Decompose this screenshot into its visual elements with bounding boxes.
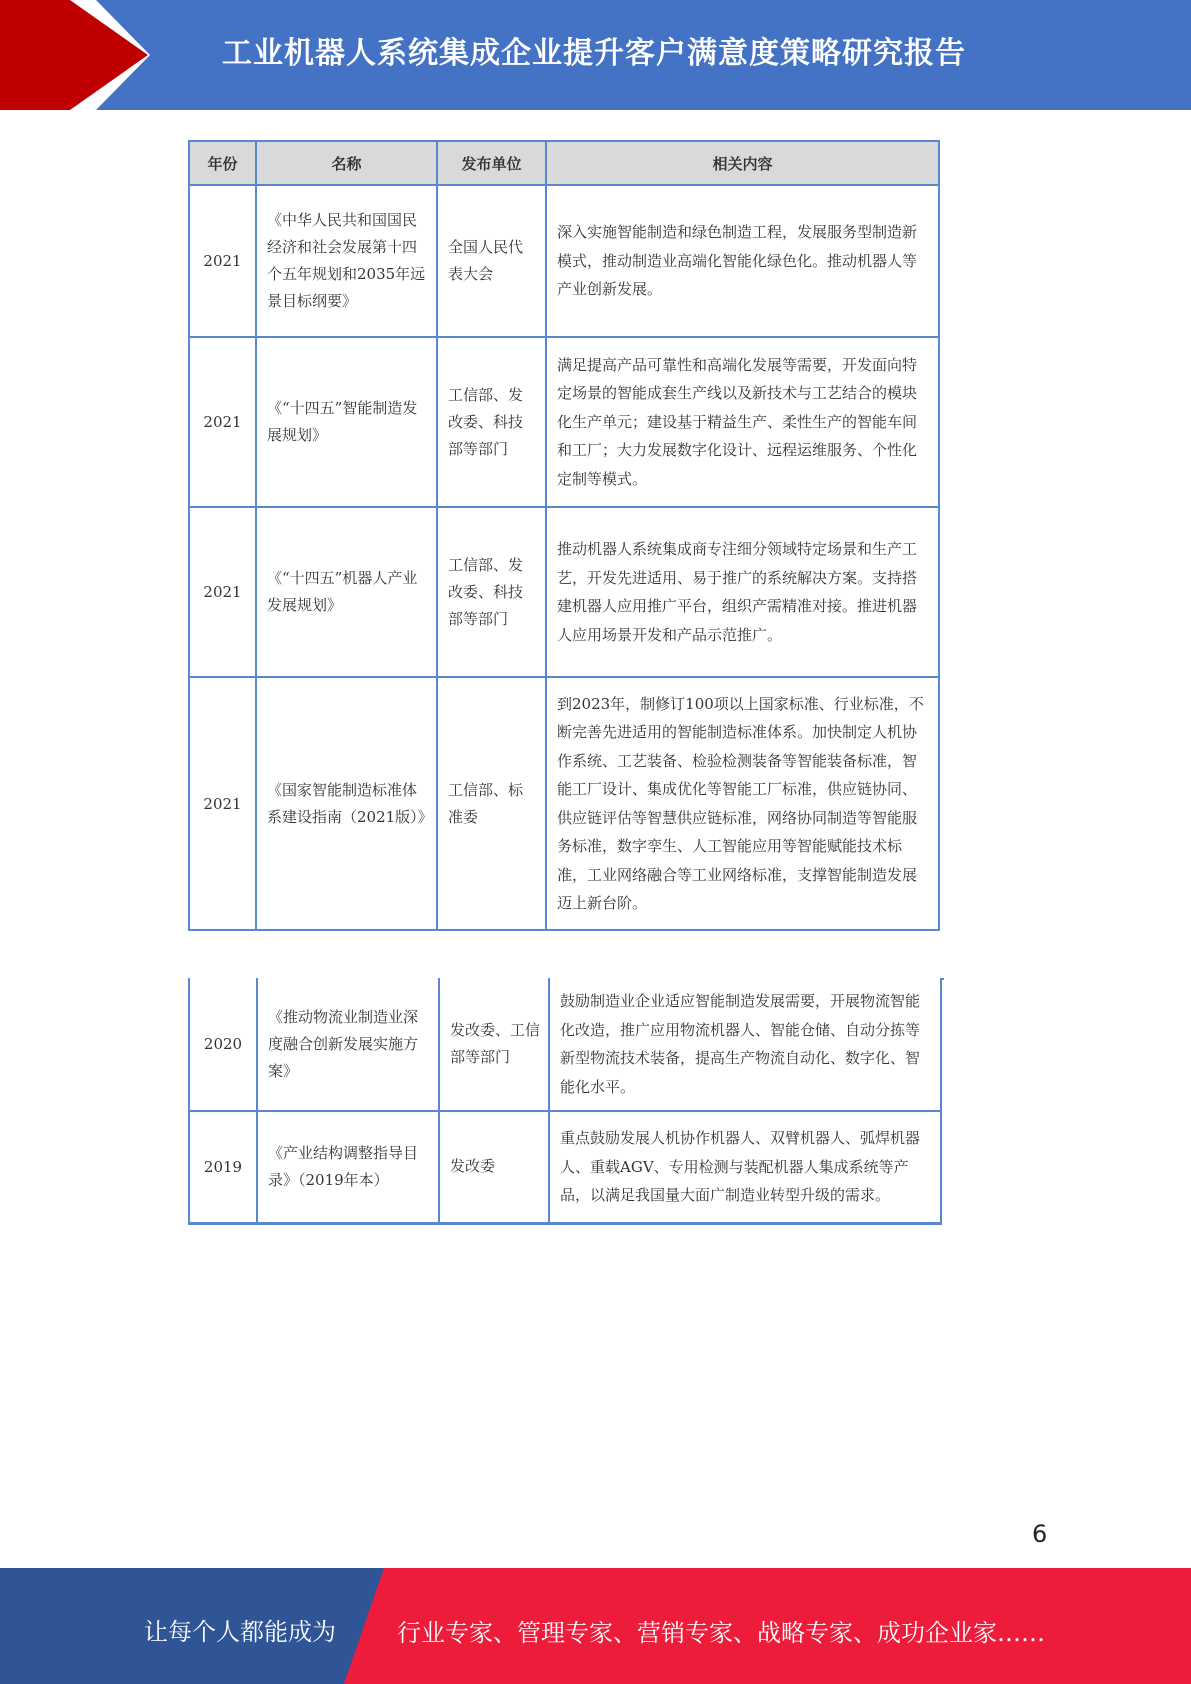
cell-content: 重点鼓励发展人机协作机器人、双臂机器人、弧焊机器人、重载AGV、专用检测与装配机器人集成系统等产品，以满足我国量大面广制造业转型升级的需求。 — [549, 1111, 941, 1223]
column-header-content: 相关内容 — [546, 141, 939, 185]
table-row — [189, 677, 939, 930]
report-title: 工业机器人系统集成企业提升客户满意度策略研究报告 — [222, 36, 966, 71]
cell-org: 全国人民代表大会 — [437, 185, 546, 337]
cell-name: 《“十四五”智能制造发展规划》 — [256, 337, 437, 507]
cell-org: 工信部、发改委、科技部等部门 — [437, 507, 546, 677]
cell-name: 《中华人民共和国国民经济和社会发展第十四个五年规划和2035年远景目标纲要》 — [256, 185, 437, 337]
table-row — [189, 1111, 941, 1223]
column-header-org: 发布单位 — [437, 141, 546, 185]
page-number: 6 — [1032, 1520, 1048, 1548]
cell-year: 2021 — [189, 507, 256, 677]
policy-table-continued — [188, 978, 942, 1225]
cell-name: 《产业结构调整指导目录》（2019年本） — [257, 1111, 439, 1223]
policy-table — [188, 140, 940, 931]
table-row — [189, 185, 939, 337]
page-footer — [0, 1568, 1191, 1684]
cell-year: 2021 — [189, 337, 256, 507]
cell-content: 深入实施智能制造和绿色制造工程，发展服务型制造新模式，推动制造业高端化智能化绿色化。推动机器人等产业创新发展。 — [546, 185, 939, 337]
cell-year: 2020 — [189, 978, 257, 1111]
cell-name: 《“十四五”机器人产业发展规划》 — [256, 507, 437, 677]
cell-year: 2021 — [189, 677, 256, 930]
table-row — [189, 978, 941, 1111]
cell-content: 鼓励制造业企业适应智能制造发展需要，开展物流智能化改造，推广应用物流机器人、智能仓储、自动分拣等新型物流技术装备，提高生产物流自动化、数字化、智能化水平。 — [549, 978, 941, 1111]
table-header-row — [189, 141, 939, 185]
table-row — [189, 507, 939, 677]
cell-name: 《国家智能制造标准体系建设指南（2021版）》 — [256, 677, 437, 930]
cell-content: 到2023年，制修订100项以上国家标准、行业标准，不断完善先进适用的智能制造标准体系。加快制定人机协作系统、工艺装备、检验检测装备等智能装备标准，智能工厂设计、集成优化等智能工厂标准，供应链协同、供应链评估等智慧供应链标准，网络协同制造等智能服务标准，数字孪生、人工智能应用等智能赋能技术标准，工业网络融合等工业网络标准，支撑智能制造发展迈上新台阶。 — [546, 677, 939, 930]
cell-content: 推动机器人系统集成商专注细分领域特定场景和生产工艺，开发先进适用、易于推广的系统解决方案。支持搭建机器人应用推广平台，组织产需精准对接。推进机器人应用场景开发和产品示范推广。 — [546, 507, 939, 677]
page-header — [0, 0, 1191, 110]
cell-org: 工信部、发改委、科技部等部门 — [437, 337, 546, 507]
cell-year: 2019 — [189, 1111, 257, 1223]
header-chevron-decoration — [0, 0, 160, 110]
cell-year: 2021 — [189, 185, 256, 337]
cell-org: 发改委、工信部等部门 — [439, 978, 549, 1111]
cell-name: 《推动物流业制造业深度融合创新发展实施方案》 — [257, 978, 439, 1111]
column-header-year: 年份 — [189, 141, 256, 185]
cell-org: 工信部、标准委 — [437, 677, 546, 930]
footer-slogan-right: 行业专家、管理专家、营销专家、战略专家、成功企业家…… — [397, 1619, 1045, 1647]
footer-slogan-left: 让每个人都能成为 — [144, 1618, 336, 1646]
table-row — [189, 337, 939, 507]
cell-content: 满足提高产品可靠性和高端化发展等需要，开发面向特定场景的智能成套生产线以及新技术与工艺结合的模块化生产单元；建设基于精益生产、柔性生产的智能车间和工厂；大力发展数字化设计、远程运维服务、个性化定制等模式。 — [546, 337, 939, 507]
cell-org: 发改委 — [439, 1111, 549, 1223]
column-header-name: 名称 — [256, 141, 437, 185]
